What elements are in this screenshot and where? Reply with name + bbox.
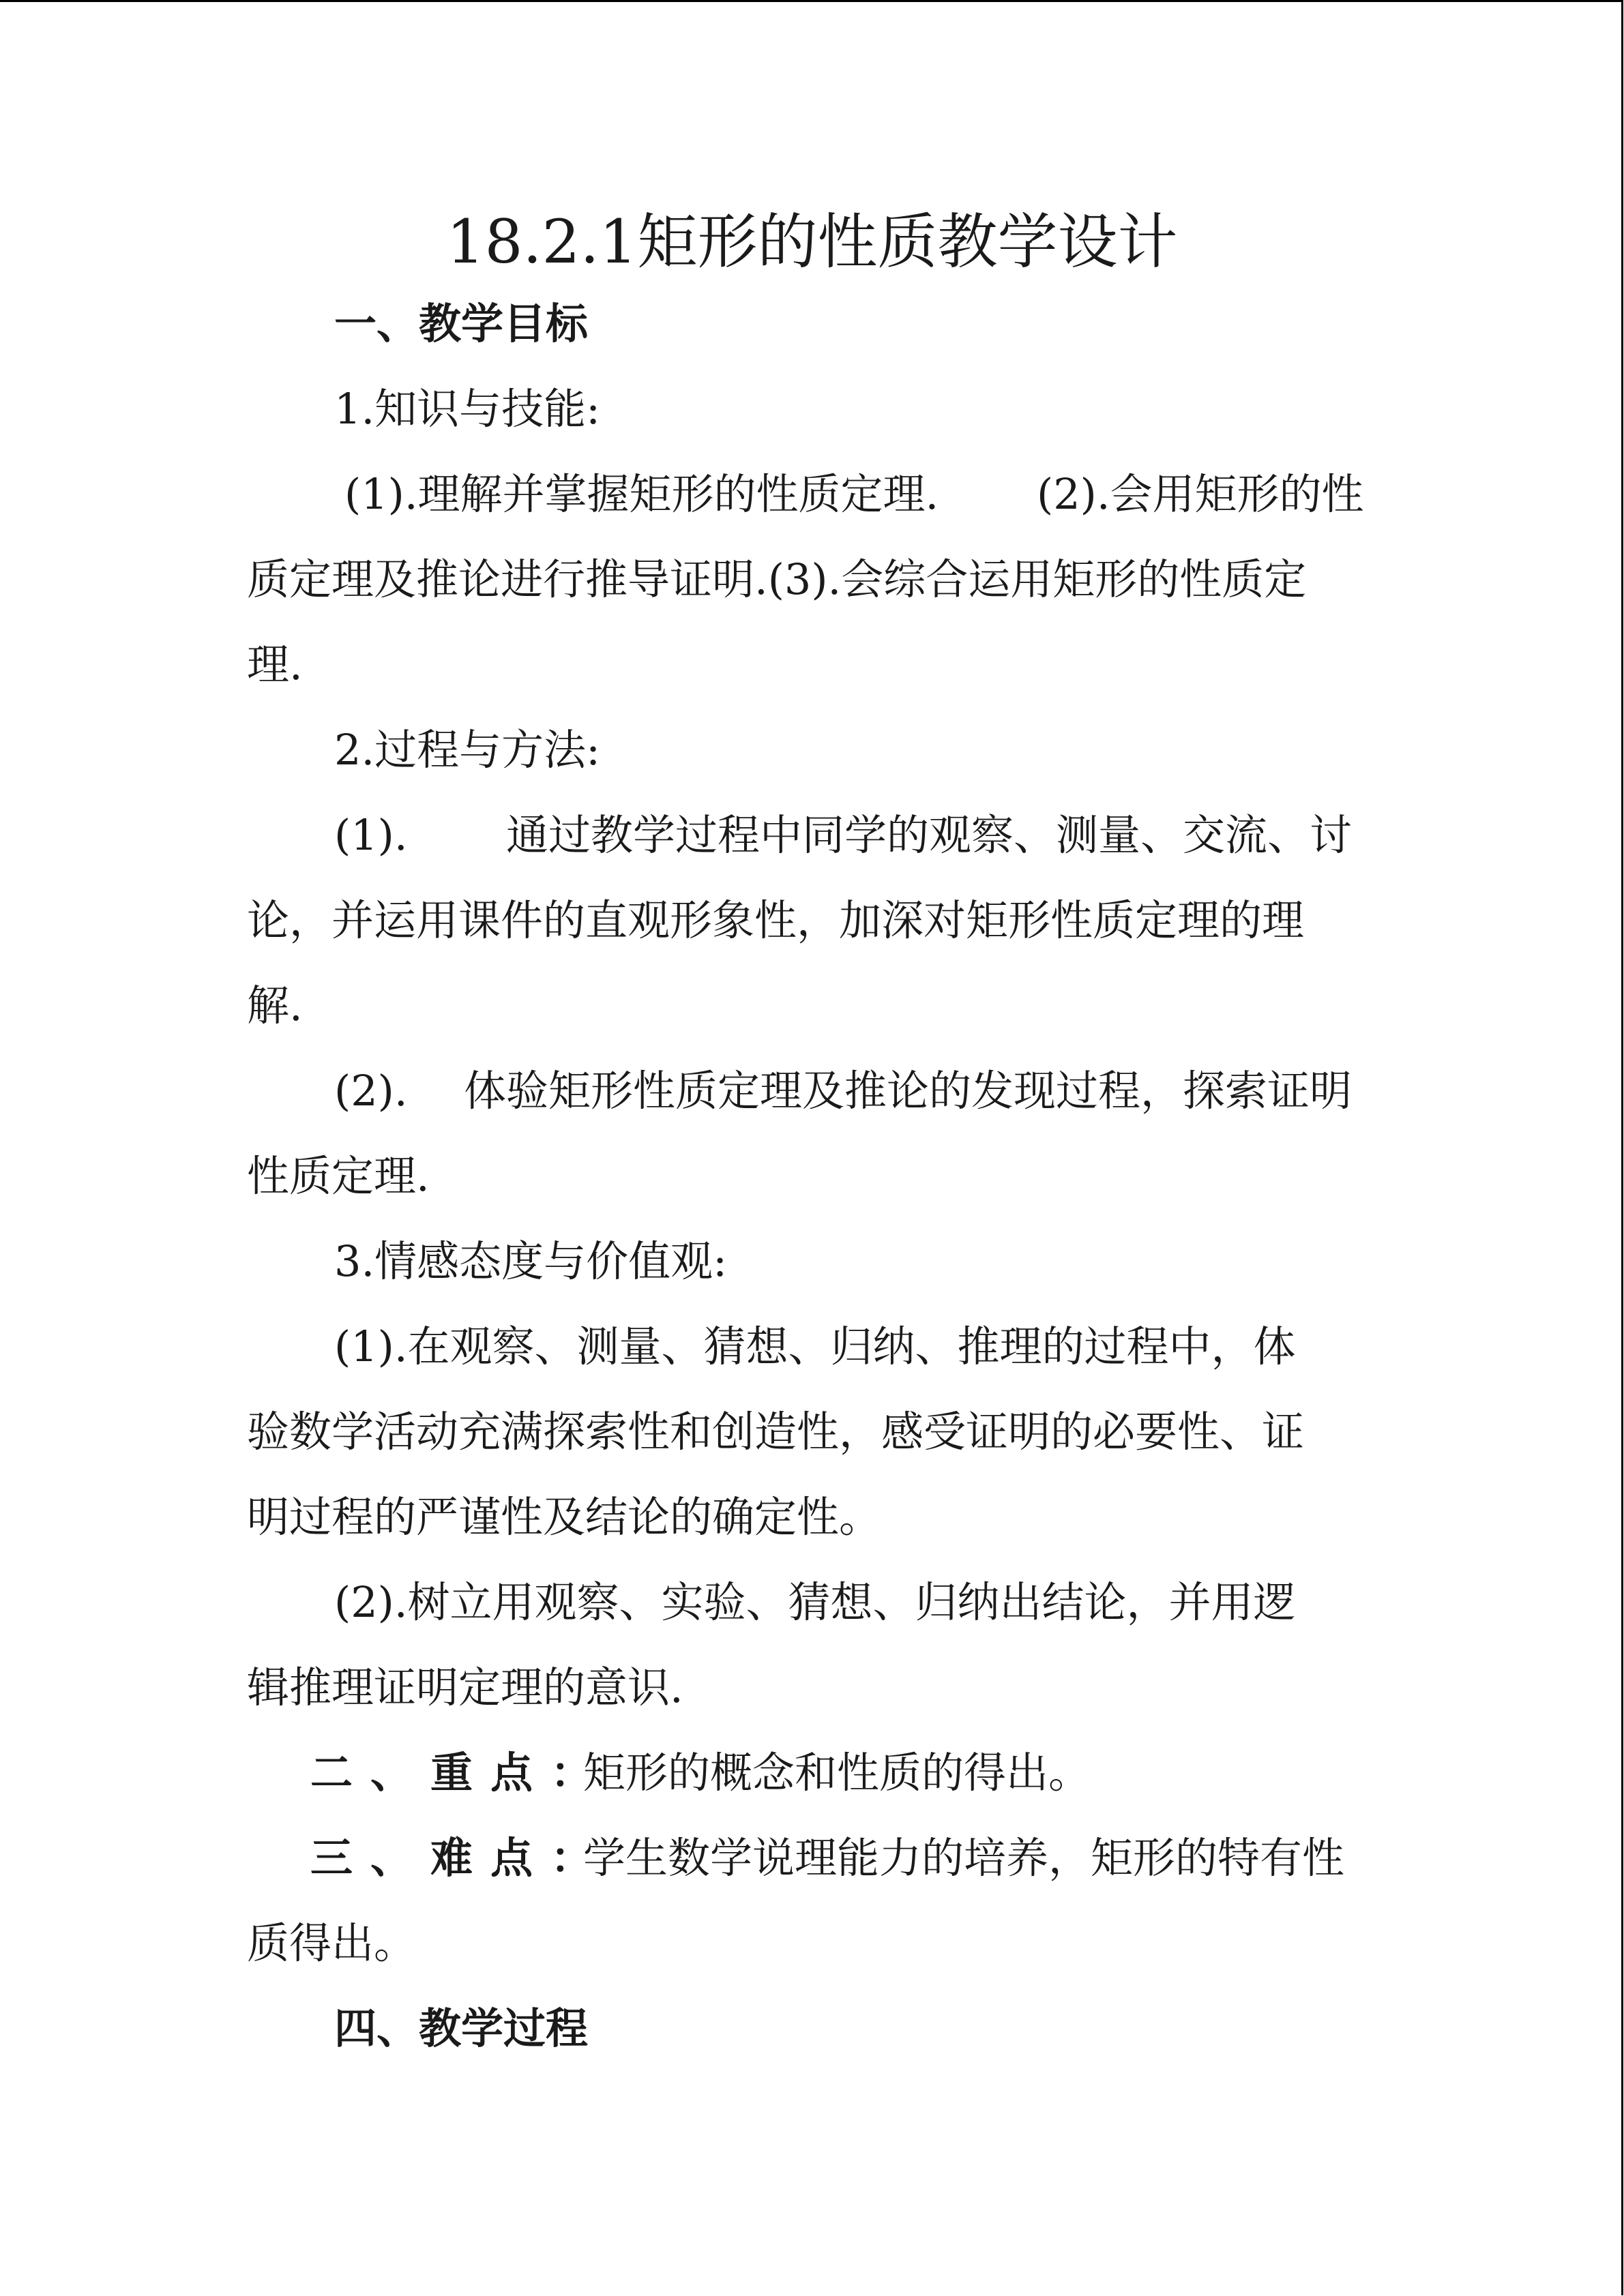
knowledge-line3: 理.: [247, 640, 303, 689]
section1-heading: 一、教学目标: [334, 299, 589, 348]
emotion-item2-line2: 辑推理证明定理的意识.: [247, 1663, 683, 1712]
section3-heading: 三、难点：: [310, 1833, 611, 1883]
process-item2-line2: 性质定理.: [247, 1151, 430, 1201]
emotion-item2-line1: (2).树立用观察、实验、猜想、归纳出结论，并用逻: [334, 1577, 1296, 1627]
emotion-item1-line3: 明过程的严谨性及结论的确定性。: [247, 1492, 882, 1542]
process-label: 2.过程与方法:: [334, 725, 601, 775]
knowledge-line2: 质定理及推论进行推导证明.(3).会综合运用矩形的性质定: [247, 554, 1307, 604]
process-item1-line3: 解.: [247, 981, 303, 1030]
process-item2-number: (2).: [334, 1066, 408, 1116]
section3-content-line2: 质得出。: [247, 1918, 417, 1968]
knowledge-label: 1.知识与技能:: [334, 384, 601, 434]
process-item1-number: (1).: [334, 810, 408, 860]
document-title: 18.2.1矩形的性质教学设计: [446, 207, 1178, 277]
emotion-item1-line1: (1).在观察、测量、猜想、归纳、推理的过程中，体: [334, 1322, 1296, 1371]
emotion-item1-line2: 验数学活动充满探索性和创造性，感受证明的必要性、证: [247, 1407, 1305, 1457]
knowledge-item1: (1).理解并掌握矩形的性质定理.: [344, 469, 939, 519]
section3-content-line1: 学生数学说理能力的培养，矩形的特有性: [583, 1833, 1345, 1883]
process-item1-line1: 通过教学过程中同学的观察、测量、交流、讨: [506, 810, 1353, 860]
section2-heading: 二、重点：: [310, 1748, 611, 1798]
knowledge-item2-start: (2).会用矩形的性: [1037, 469, 1364, 519]
process-item1-line2: 论，并运用课件的直观形象性，加深对矩形性质定理的理: [247, 895, 1305, 945]
section2-content: 矩形的概念和性质的得出。: [583, 1748, 1091, 1798]
section4-heading: 四、教学过程: [334, 2003, 589, 2053]
process-item2-line1: 体验矩形性质定理及推论的发现过程，探索证明: [464, 1066, 1353, 1116]
emotion-label: 3.情感态度与价值观:: [334, 1236, 728, 1286]
